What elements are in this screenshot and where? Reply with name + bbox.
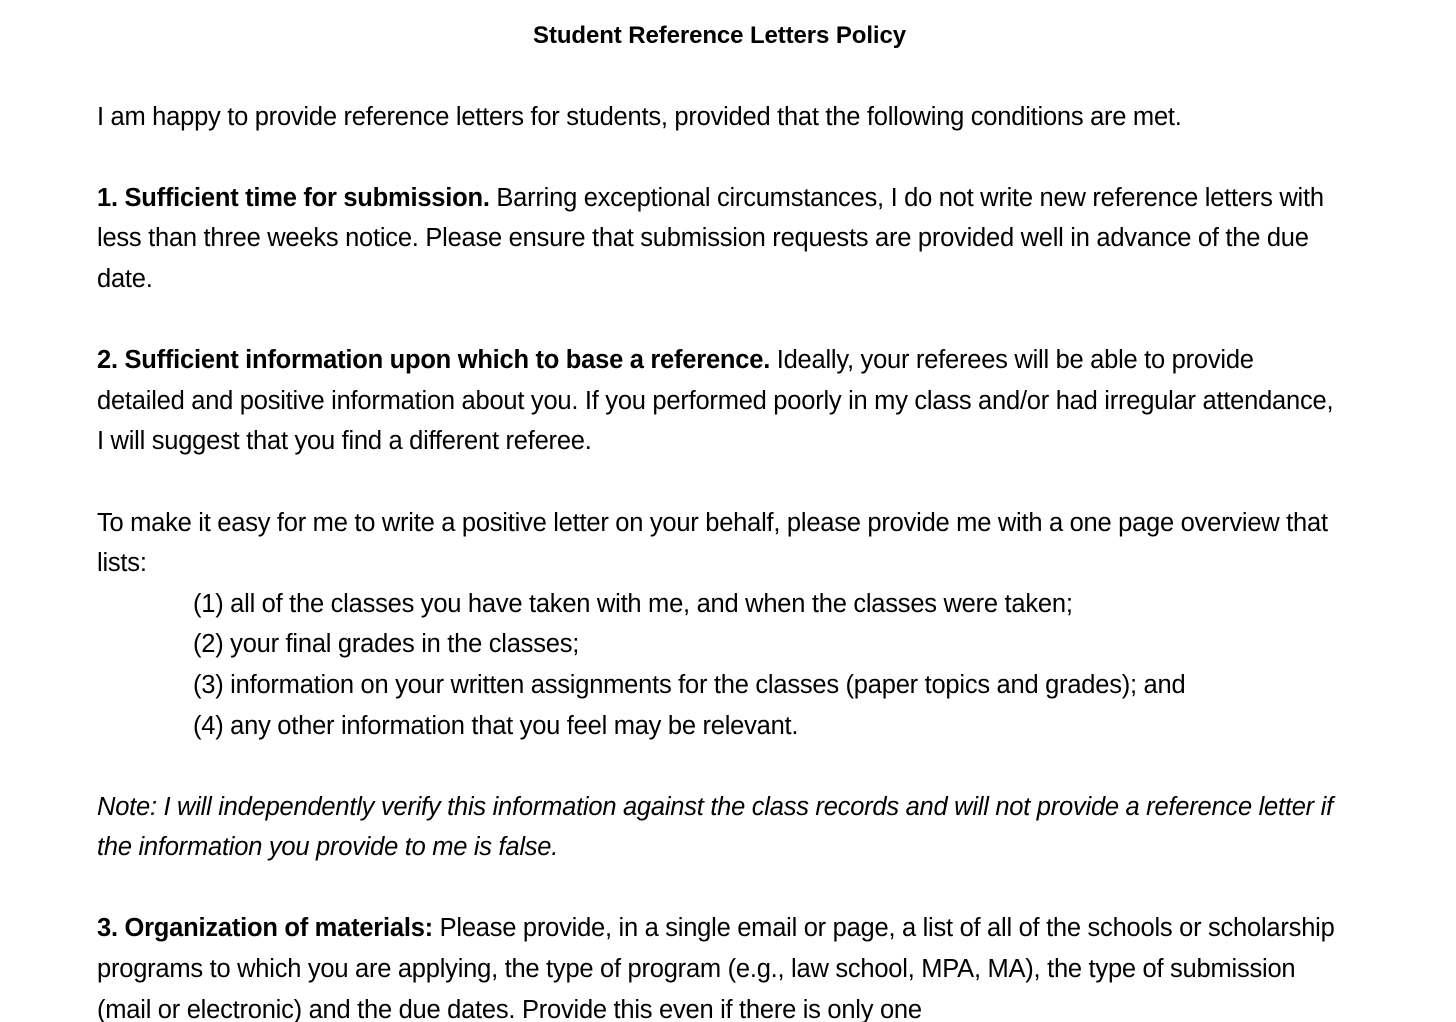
spacer (97, 300, 1342, 341)
section-2-body: Ideally, your referees will be able to provide detailed and positive information about you. If you performed poorly in my class and/or had irregular attendance, I will suggest that you find a different referee. (97, 346, 1334, 456)
note-paragraph: Note: I will independently verify this information against the class records and will not provide a reference letter if the information you provide to me is false. (97, 792, 1333, 862)
section-1-lead: 1. Sufficient time for submission. (97, 183, 490, 212)
list-item: (3) information on your written assignments for the classes (paper topics and grades); and (193, 670, 1186, 699)
section-3-lead: 3. Organization of materials: (97, 914, 433, 943)
spacer (97, 746, 1342, 787)
list-item: (4) any other information that you feel may be relevant. (193, 711, 799, 740)
section-2-paragraph (97, 340, 1342, 462)
list-item: (1) all of the classes you have taken with me, and when the classes were taken; (193, 589, 1073, 618)
intro-paragraph: I am happy to provide reference letters for students, provided that the following conditions are met. (97, 102, 1182, 131)
spacer (97, 137, 1342, 178)
section-1-paragraph (97, 178, 1342, 300)
spacer (97, 56, 1342, 97)
document-body (97, 0, 1342, 1022)
overview-intro-paragraph: To make it easy for me to write a positive letter on your behalf, please provide me with a one page overview that lists: (97, 508, 1328, 578)
section-2-lead: 2. Sufficient information upon which to base a reference. (97, 346, 771, 375)
section-3-paragraph (97, 908, 1342, 1022)
list-item: (2) your final grades in the classes; (193, 630, 580, 659)
spacer (97, 462, 1342, 503)
section-3-body: Please provide, in a single email or page, a list of all of the schools or scholarship programs to which you are applying, the type of program (e.g., law school, MPA, MA), the type of submission (mail or electronic) and the due dates. Provide this even if there is only one (97, 914, 1335, 1022)
section-1-body: Barring exceptional circumstances, I do not write new reference letters with less than three weeks notice. Please ensure that submission requests are provided well in advance of the due date. (97, 183, 1324, 293)
overview-list (97, 584, 1342, 746)
page-title: Student Reference Letters Policy (533, 22, 906, 49)
spacer (97, 868, 1342, 909)
